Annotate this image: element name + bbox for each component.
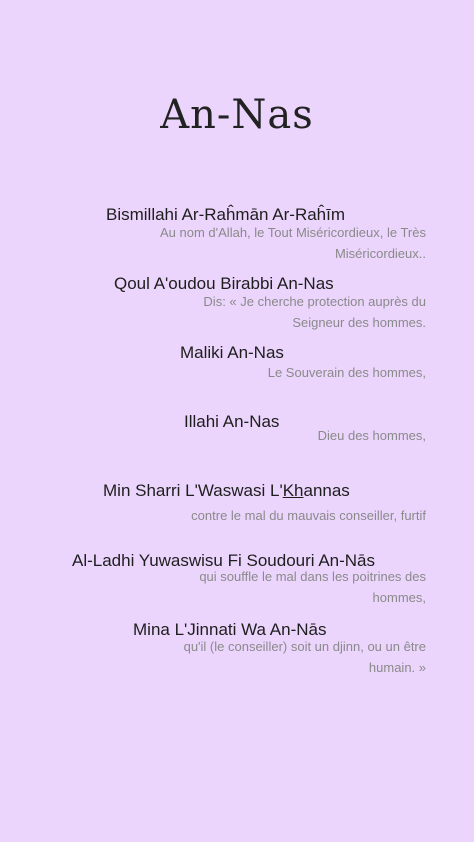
- verse-translation: contre le mal du mauvais conseiller, furtif: [191, 508, 426, 523]
- verse-translation: Au nom d'Allah, le Tout Miséricordieux, le Très Miséricordieux..: [160, 225, 426, 261]
- verse-transliteration: Illahi An-Nas: [184, 412, 280, 431]
- verse-translation: qu'il (le conseiller) soit un djinn, ou un être humain. »: [183, 639, 426, 675]
- verse-transliteration: Qoul A'oudou Birabbi An-Nas: [114, 274, 334, 293]
- verse-translation: Dis: « Je cherche protection auprès du Seigneur des hommes.: [203, 294, 426, 330]
- verse-transliteration: Bismillahi Ar-Raĥmān Ar-Raĥīm: [106, 205, 346, 224]
- verse-transliteration: Mina L'Jinnati Wa An-Nās: [133, 620, 327, 639]
- verse-transliteration: Maliki An-Nas: [180, 343, 284, 362]
- verse-transliteration: Al-Ladhi Yuwaswisu Fi Soudouri An-Nās: [72, 551, 376, 570]
- verse-translation: Dieu des hommes,: [317, 428, 426, 443]
- verse-translation: qui souffle le mal dans les poitrines des hommes,: [199, 569, 426, 605]
- page-title: An-Nas: [160, 92, 314, 138]
- verse-translation: Le Souverain des hommes,: [267, 365, 426, 380]
- verse-transliteration: Min Sharri L'Waswasi L'Khannas: [103, 481, 350, 500]
